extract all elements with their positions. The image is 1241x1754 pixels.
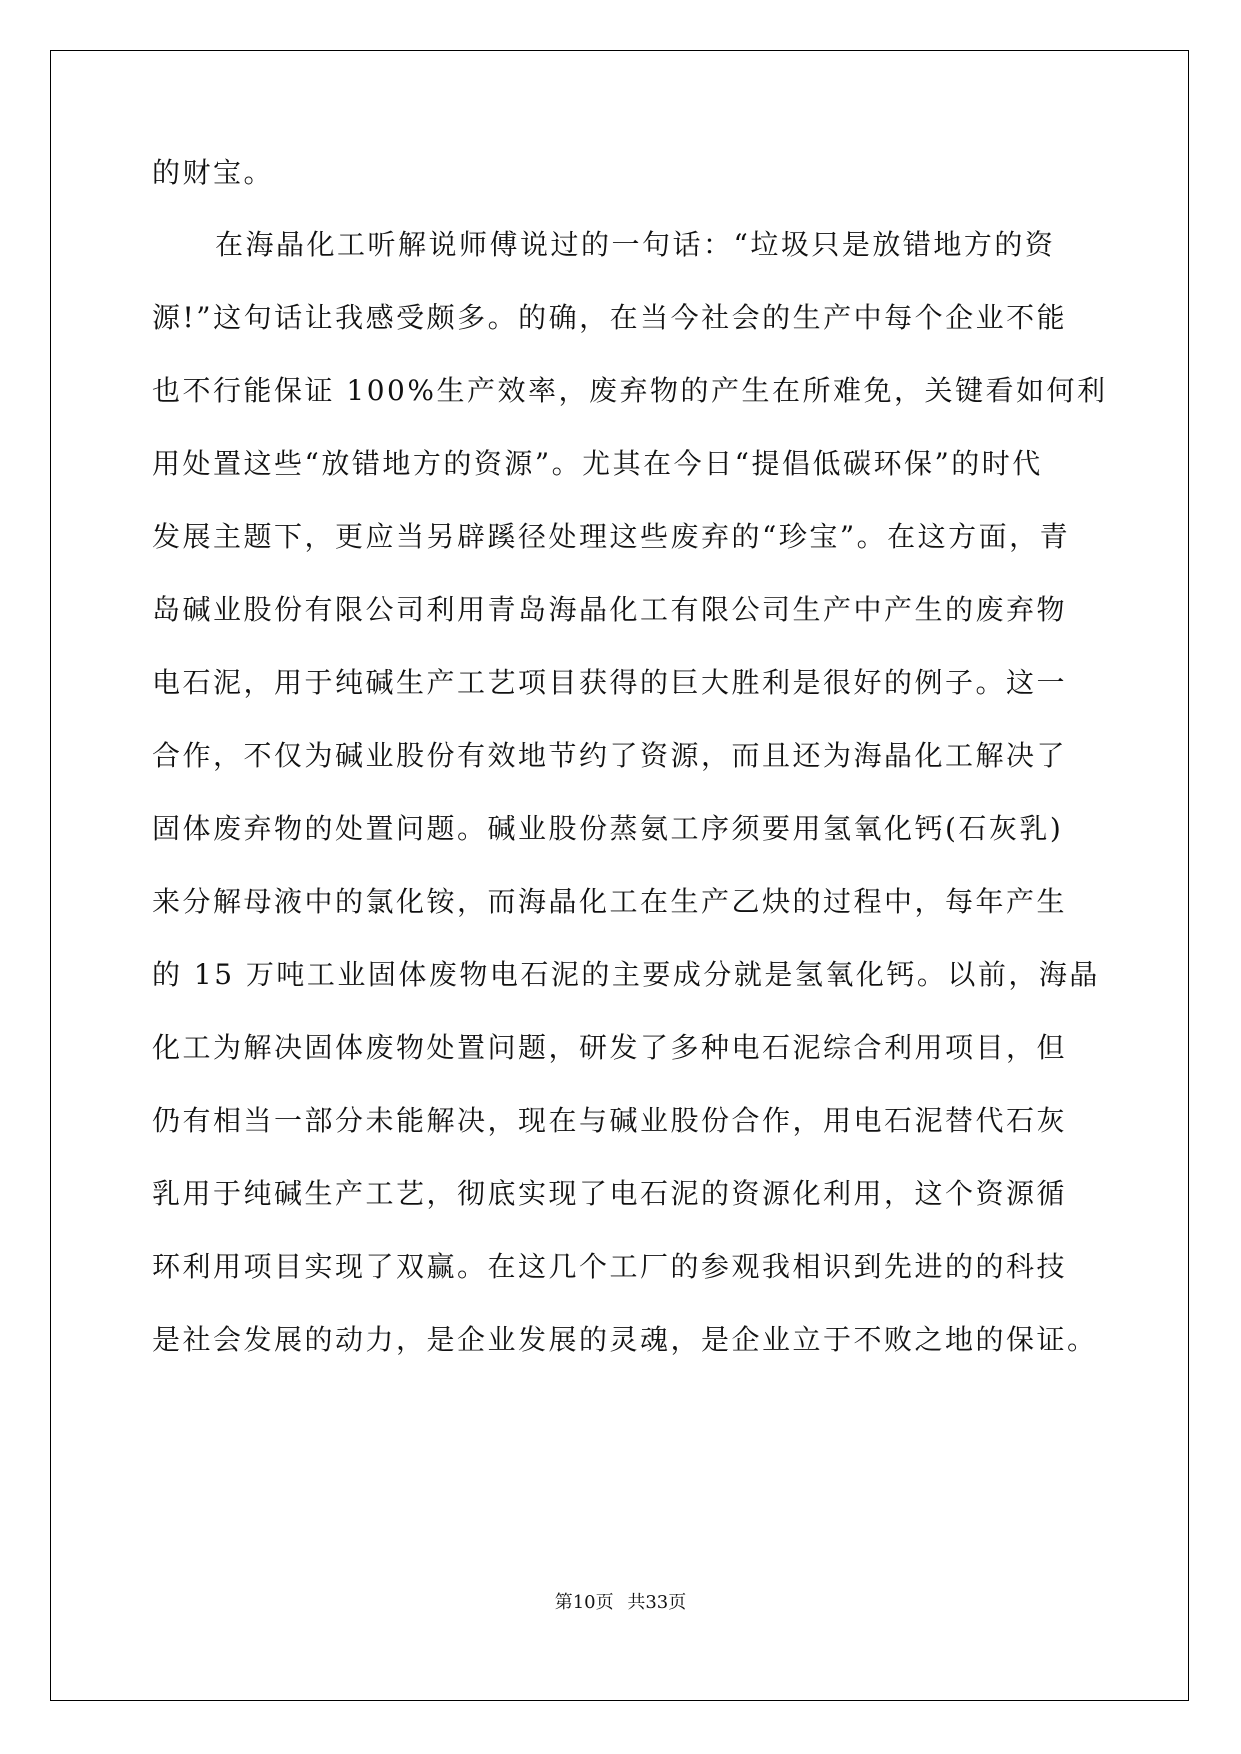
page-number-current: 第10页 — [554, 1592, 614, 1613]
text-line-10: 固体废弃物的处置问题。碱业股份蒸氨工序须要用氢氧化钙(石灰乳) — [152, 812, 1064, 845]
text-line-7: 岛碱业股份有限公司利用青岛海晶化工有限公司生产中产生的废弃物 — [152, 593, 1068, 626]
text-line-16: 环利用项目实现了双赢。在这几个工厂的参观我相识到先进的的科技 — [152, 1250, 1068, 1283]
text-line-8: 电石泥，用于纯碱生产工艺项目获得的巨大胜利是很好的例子。这一 — [152, 666, 1068, 699]
text-line-5: 用处置这些“放错地方的资源”。尤其在今日“提倡低碳环保”的时代 — [152, 447, 1043, 480]
text-line-11: 来分解母液中的氯化铵，而海晶化工在生产乙炔的过程中，每年产生 — [152, 885, 1068, 918]
text-line-4: 也不行能保证 100%生产效率，废弃物的产生在所难免，关键看如何利 — [152, 374, 1108, 407]
text-line-3: 源!”这句话让我感受颇多。的确，在当今社会的生产中每个企业不能 — [152, 301, 1068, 334]
text-line-9: 合作，不仅为碱业股份有效地节约了资源，而且还为海晶化工解决了 — [152, 739, 1068, 772]
text-line-13: 化工为解决固体废物处置问题，研发了多种电石泥综合利用项目，但 — [152, 1031, 1068, 1064]
text-line-17: 是社会发展的动力，是企业发展的灵魂，是企业立于不败之地的保证。 — [152, 1323, 1098, 1356]
text-line-12: 的 15 万吨工业固体废物电石泥的主要成分就是氢氧化钙。以前，海晶 — [152, 958, 1100, 991]
text-line-2: 在海晶化工听解说师傅说过的一句话：“垃圾只是放错地方的资 — [215, 228, 1056, 261]
page-number-total: 共33页 — [627, 1592, 687, 1613]
text-line-15: 乳用于纯碱生产工艺，彻底实现了电石泥的资源化利用，这个资源循 — [152, 1177, 1068, 1210]
text-line-1: 的财宝。 — [152, 156, 275, 189]
page-border — [50, 50, 1189, 1701]
text-line-6: 发展主题下，更应当另辟蹊径处理这些废弃的“珍宝”。在这方面，青 — [152, 520, 1071, 553]
page-footer — [0, 1588, 1241, 1614]
text-line-14: 仍有相当一部分未能解决，现在与碱业股份合作，用电石泥替代石灰 — [152, 1104, 1068, 1137]
